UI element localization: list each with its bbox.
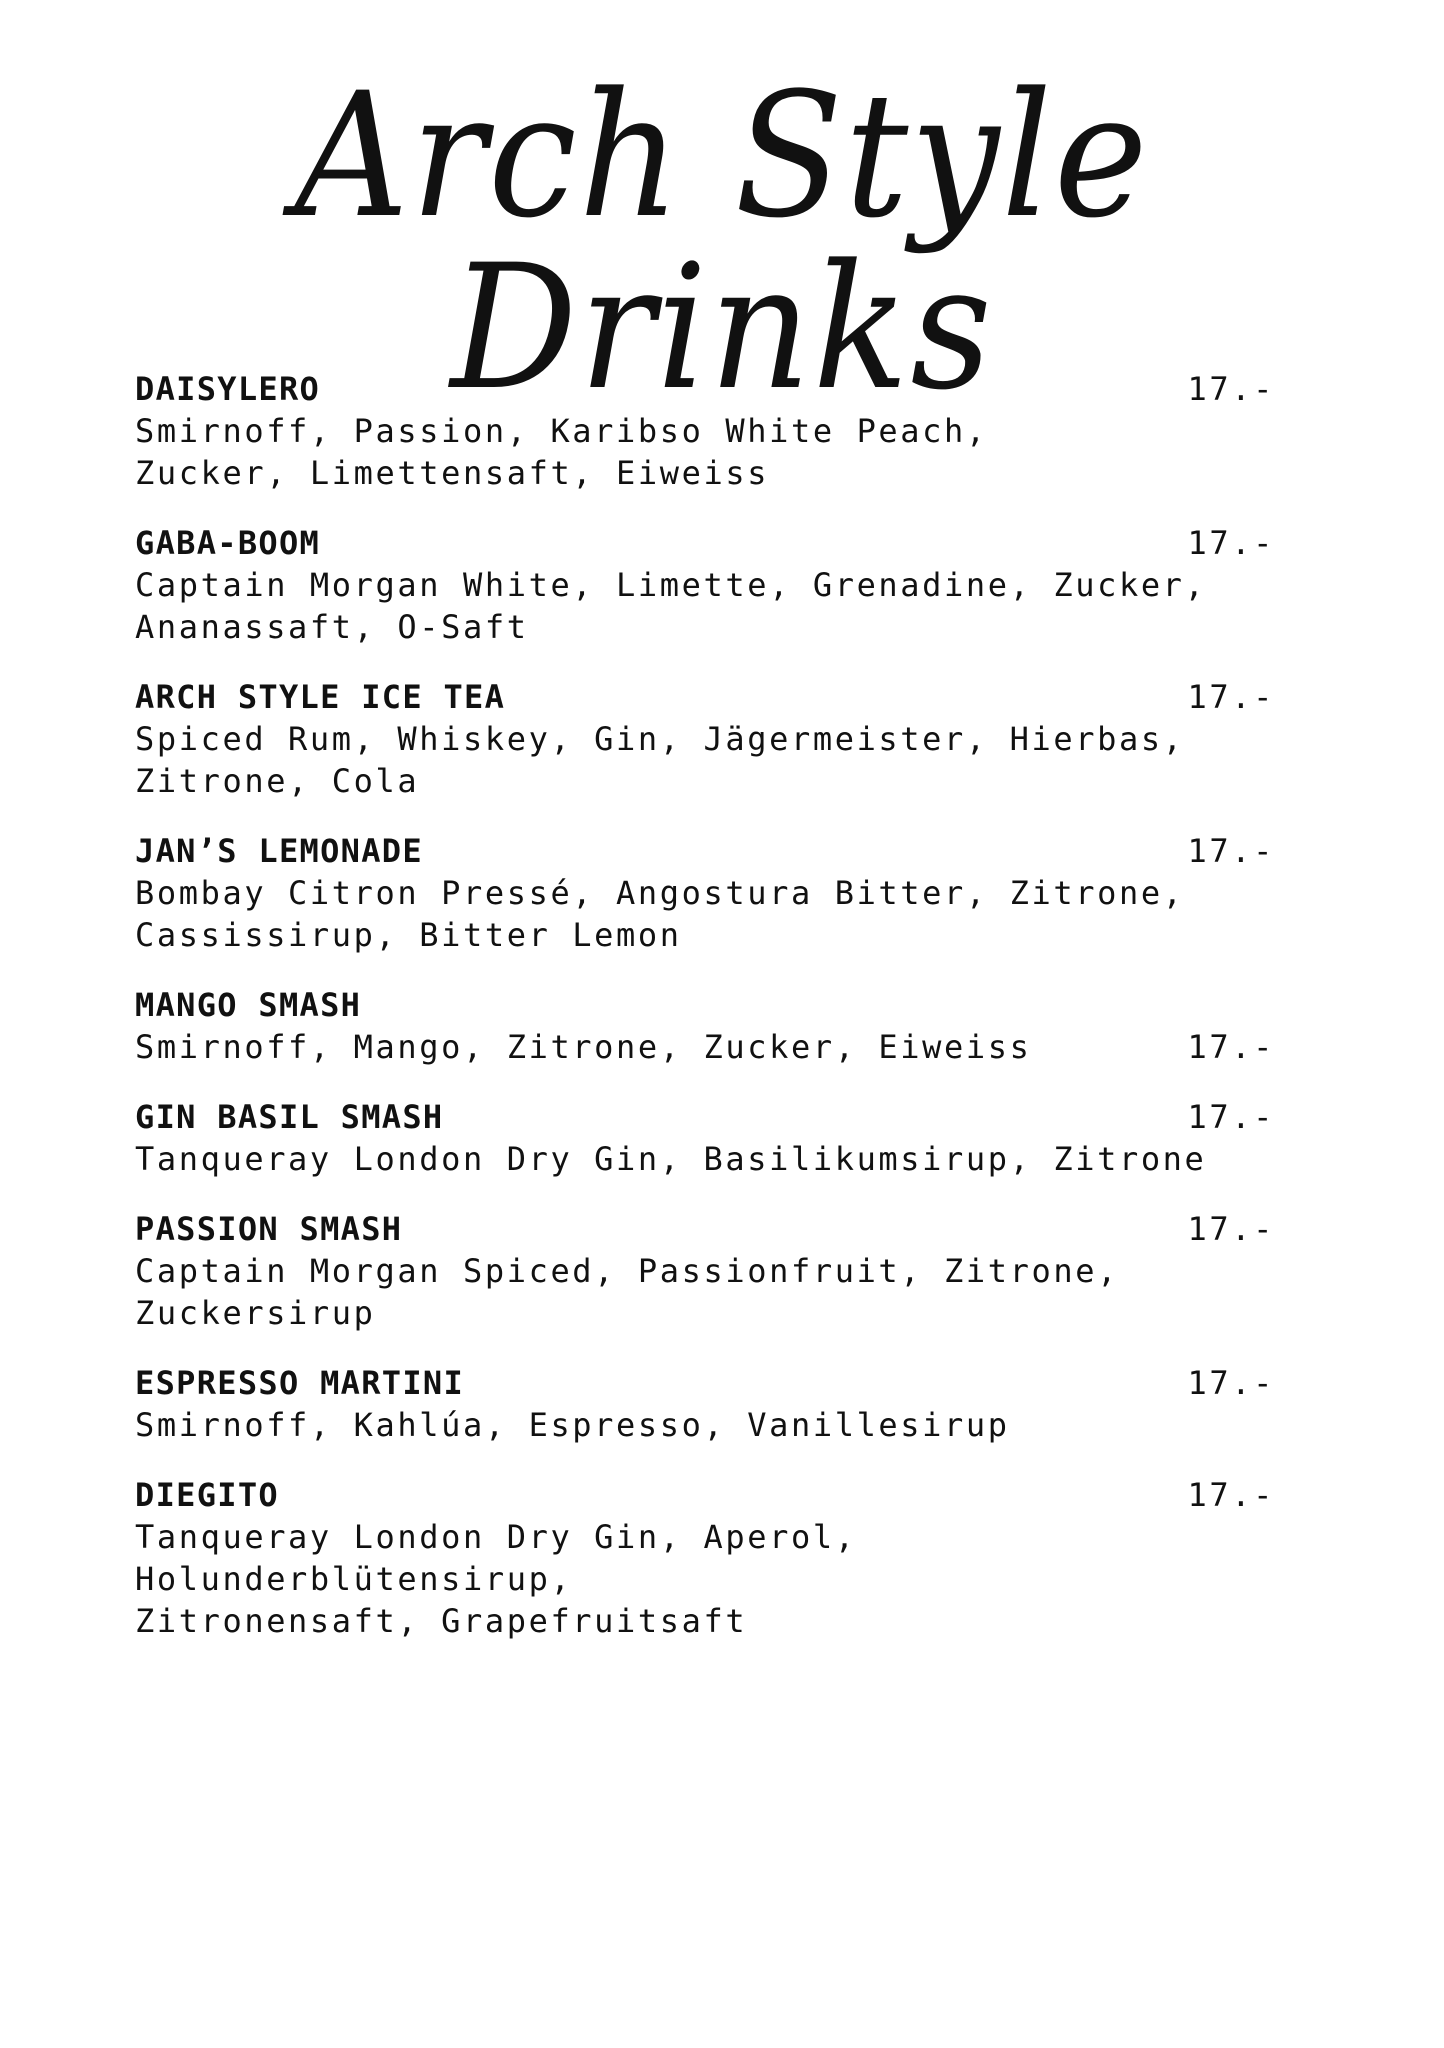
item-name: ESPRESSO MARTINI xyxy=(135,1364,465,1402)
item-price: 17.- xyxy=(1187,1098,1275,1136)
item-description: Smirnoff, Passion, Karibso White Peach, Zucker, Limettensaft, Eiweiss xyxy=(135,412,988,492)
item-price: 17.- xyxy=(1187,370,1275,408)
item-description: Spiced Rum, Whiskey, Gin, Jägermeister, Hierbas, Zitrone, Cola xyxy=(135,720,1185,800)
item-name: DAISYLERO xyxy=(135,370,321,408)
item-description: Bombay Citron Pressé, Angostura Bitter, Zitrone, Cassissirup, Bitter Lemon xyxy=(135,874,1185,954)
item-name: GIN BASIL SMASH xyxy=(135,1098,444,1136)
item-name: MANGO SMASH xyxy=(135,986,362,1024)
item-description: Captain Morgan Spiced, Passionfruit, Zitrone, Zuckersirup xyxy=(135,1252,1119,1332)
item-name: GABA-BOOM xyxy=(135,524,321,562)
item-price: 17.- xyxy=(1187,524,1275,562)
item-name: JAN’S LEMONADE xyxy=(135,832,423,870)
drinks-menu xyxy=(135,368,1275,1670)
item-description: Smirnoff, Mango, Zitrone, Zucker, Eiweiss xyxy=(135,1028,1032,1066)
item-name: ARCH STYLE ICE TEA xyxy=(135,678,506,716)
menu-item-passion-smash xyxy=(135,1208,1275,1334)
item-price: 17.- xyxy=(1187,1476,1275,1514)
menu-item-mango-smash xyxy=(135,984,1275,1068)
menu-item-arch-style-ice-tea xyxy=(135,676,1275,802)
item-price: 17.- xyxy=(1187,1210,1275,1248)
item-price: 17.- xyxy=(1187,1028,1275,1066)
item-description: Smirnoff, Kahlúa, Espresso, Vanillesirup xyxy=(135,1406,1010,1444)
item-description: Captain Morgan White, Limette, Grenadine, Zucker, Ananassaft, O-Saft xyxy=(135,566,1207,646)
item-name: DIEGITO xyxy=(135,1476,279,1514)
item-price: 17.- xyxy=(1187,678,1275,716)
item-price: 17.- xyxy=(1187,1364,1275,1402)
item-description: Tanqueray London Dry Gin, Basilikumsirup, Zitrone xyxy=(135,1140,1207,1178)
menu-item-jans-lemonade xyxy=(135,830,1275,956)
item-name: PASSION SMASH xyxy=(135,1210,403,1248)
menu-item-gin-basil-smash xyxy=(135,1096,1275,1180)
item-description: Tanqueray London Dry Gin, Aperol, Holunderblütensirup, Zitronensaft, Grapefruitsaft xyxy=(135,1518,857,1640)
menu-item-daisylero xyxy=(135,368,1275,494)
menu-item-diegito xyxy=(135,1474,1275,1642)
page-title: Arch Style Drinks xyxy=(294,55,1150,428)
menu-item-espresso-martini xyxy=(135,1362,1275,1446)
item-price: 17.- xyxy=(1187,832,1275,870)
menu-item-gaba-boom xyxy=(135,522,1275,648)
